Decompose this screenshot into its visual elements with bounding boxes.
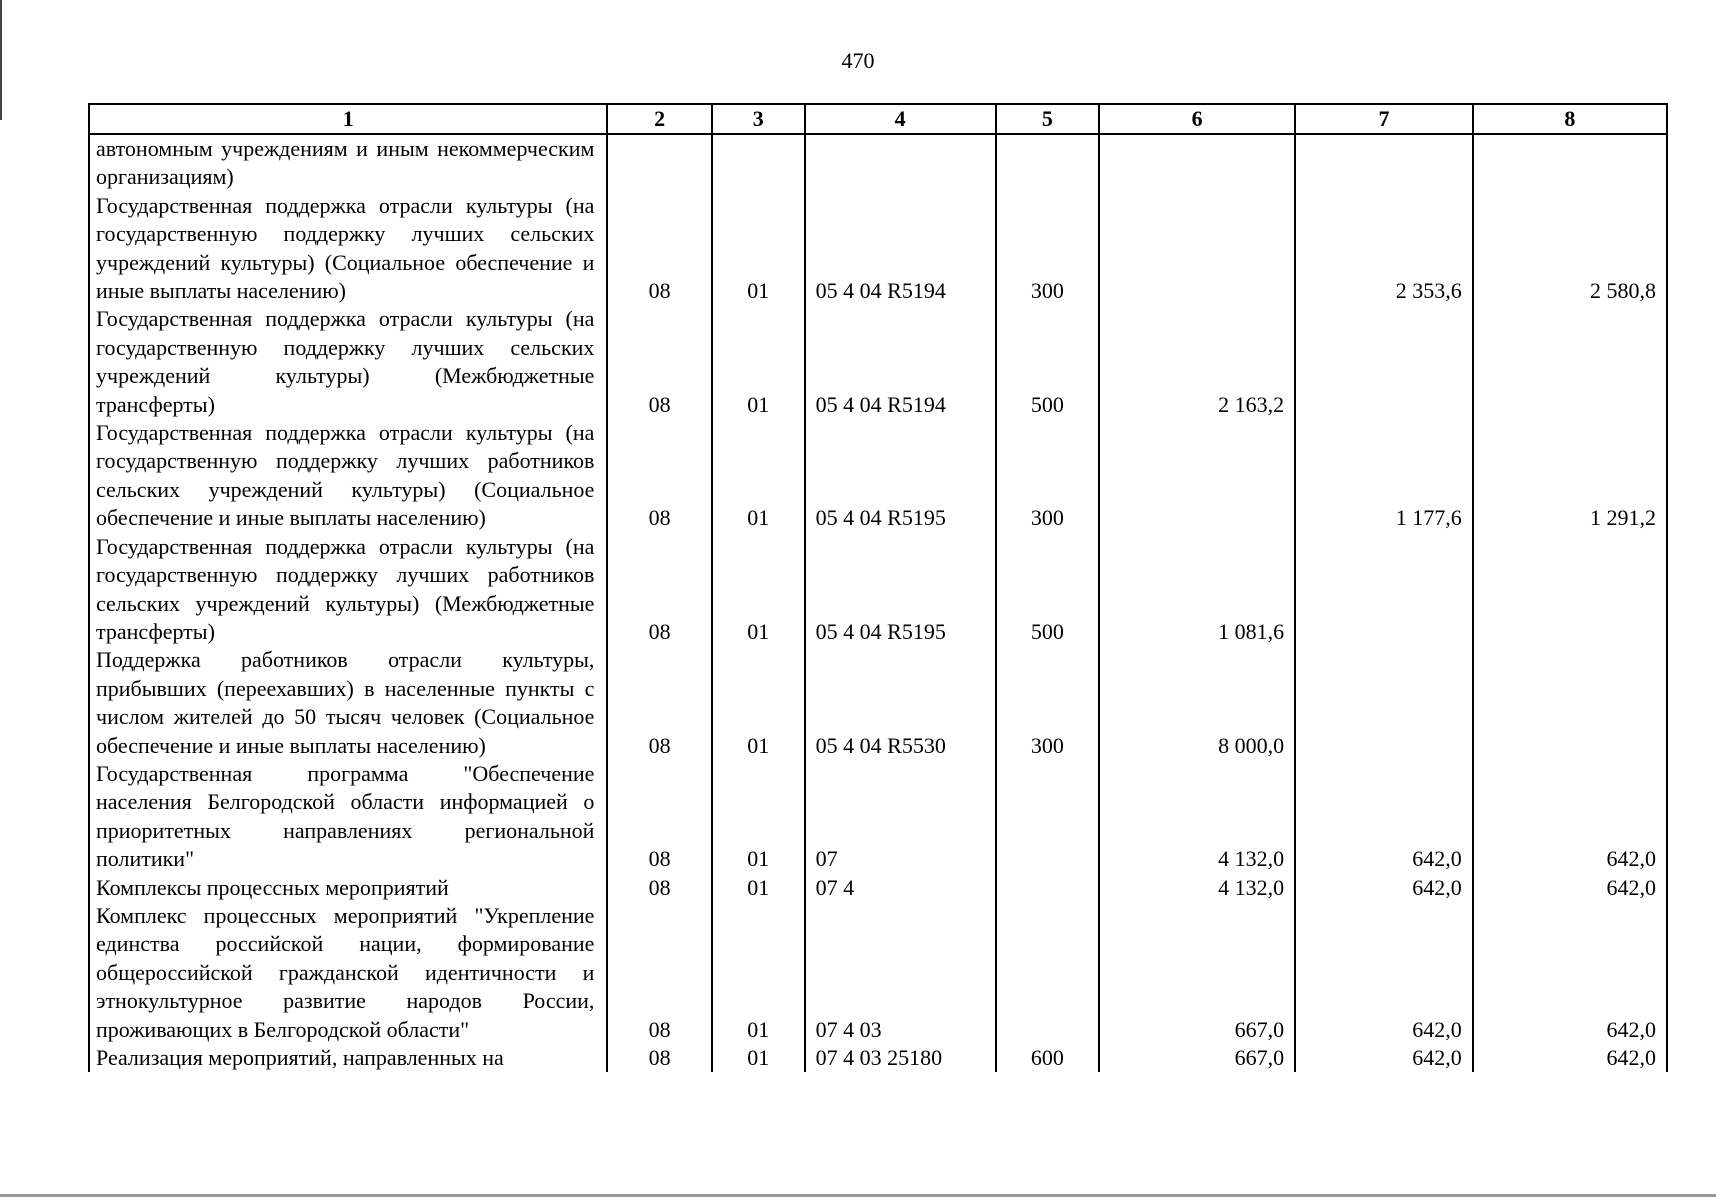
subsection-code bbox=[712, 134, 805, 192]
expense-type-code: 300 bbox=[996, 192, 1099, 306]
table-row bbox=[89, 760, 1667, 874]
amount-col7 bbox=[1295, 305, 1473, 419]
section-code: 08 bbox=[607, 646, 711, 760]
amount-col6: 667,0 bbox=[1099, 1044, 1295, 1072]
section-code: 08 bbox=[607, 1044, 711, 1072]
expense-type-code bbox=[996, 134, 1099, 192]
table-row bbox=[89, 134, 1667, 192]
target-article-code: 05 4 04 R5194 bbox=[805, 305, 996, 419]
amount-col8: 1 291,2 bbox=[1473, 419, 1667, 533]
subsection-code: 01 bbox=[712, 902, 805, 1044]
section-code: 08 bbox=[607, 902, 711, 1044]
section-code: 08 bbox=[607, 533, 711, 647]
subsection-code: 01 bbox=[712, 646, 805, 760]
expense-type-code: 600 bbox=[996, 1044, 1099, 1072]
amount-col6: 667,0 bbox=[1099, 902, 1295, 1044]
subsection-code: 01 bbox=[712, 760, 805, 874]
subsection-code: 01 bbox=[712, 1044, 805, 1072]
expense-type-code bbox=[996, 874, 1099, 902]
column-header: 3 bbox=[712, 104, 805, 134]
amount-col7 bbox=[1295, 646, 1473, 760]
table-row bbox=[89, 1044, 1667, 1072]
amount-col6 bbox=[1099, 134, 1295, 192]
amount-col8: 2 580,8 bbox=[1473, 192, 1667, 306]
target-article-code: 07 4 03 25180 bbox=[805, 1044, 996, 1072]
subsection-code: 01 bbox=[712, 305, 805, 419]
row-description: Государственная поддержка отрасли культуры (на государственную поддержку лучших работников сельских учреждений культуры) (Межбюджетные трансферты) bbox=[89, 533, 607, 647]
amount-col8: 642,0 bbox=[1473, 760, 1667, 874]
amount-col7: 642,0 bbox=[1295, 760, 1473, 874]
target-article-code: 07 bbox=[805, 760, 996, 874]
target-article-code: 05 4 04 R5195 bbox=[805, 533, 996, 647]
target-article-code: 05 4 04 R5195 bbox=[805, 419, 996, 533]
amount-col7: 2 353,6 bbox=[1295, 192, 1473, 306]
expense-type-code bbox=[996, 760, 1099, 874]
row-description: Государственная поддержка отрасли культуры (на государственную поддержку лучших сельских учреждений культуры) (Межбюджетные трансферты) bbox=[89, 305, 607, 419]
budget-table bbox=[88, 103, 1668, 1072]
subsection-code: 01 bbox=[712, 874, 805, 902]
amount-col6 bbox=[1099, 192, 1295, 306]
amount-col6: 8 000,0 bbox=[1099, 646, 1295, 760]
row-description: Государственная поддержка отрасли культуры (на государственную поддержку лучших сельских учреждений культуры) (Социальное обеспечение и иные выплаты населению) bbox=[89, 192, 607, 306]
row-description: Государственная поддержка отрасли культуры (на государственную поддержку лучших работников сельских учреждений культуры) (Социальное обеспечение и иные выплаты населению) bbox=[89, 419, 607, 533]
section-code: 08 bbox=[607, 419, 711, 533]
section-code: 08 bbox=[607, 874, 711, 902]
amount-col8 bbox=[1473, 646, 1667, 760]
target-article-code bbox=[805, 134, 996, 192]
amount-col7: 1 177,6 bbox=[1295, 419, 1473, 533]
table-row bbox=[89, 902, 1667, 1044]
section-code: 08 bbox=[607, 305, 711, 419]
amount-col8: 642,0 bbox=[1473, 874, 1667, 902]
amount-col8: 642,0 bbox=[1473, 1044, 1667, 1072]
column-header: 7 bbox=[1295, 104, 1473, 134]
target-article-code: 05 4 04 R5194 bbox=[805, 192, 996, 306]
amount-col7: 642,0 bbox=[1295, 902, 1473, 1044]
target-article-code: 07 4 03 bbox=[805, 902, 996, 1044]
expense-type-code bbox=[996, 902, 1099, 1044]
row-description: Комплексы процессных мероприятий bbox=[89, 874, 607, 902]
expense-type-code: 500 bbox=[996, 305, 1099, 419]
amount-col6: 4 132,0 bbox=[1099, 760, 1295, 874]
header-row bbox=[89, 104, 1667, 134]
target-article-code: 05 4 04 R5530 bbox=[805, 646, 996, 760]
amount-col6 bbox=[1099, 419, 1295, 533]
column-header: 6 bbox=[1099, 104, 1295, 134]
expense-type-code: 300 bbox=[996, 646, 1099, 760]
row-description: Реализация мероприятий, направленных на bbox=[89, 1044, 607, 1072]
column-header: 8 bbox=[1473, 104, 1667, 134]
amount-col7: 642,0 bbox=[1295, 874, 1473, 902]
row-description: автономным учреждениям и иным некоммерческим организациям) bbox=[89, 134, 607, 192]
amount-col7 bbox=[1295, 134, 1473, 192]
table-row bbox=[89, 419, 1667, 533]
target-article-code: 07 4 bbox=[805, 874, 996, 902]
subsection-code: 01 bbox=[712, 419, 805, 533]
row-description: Государственная программа "Обеспечение населения Белгородской области информацией о приоритетных направлениях региональной политики" bbox=[89, 760, 607, 874]
subsection-code: 01 bbox=[712, 533, 805, 647]
column-header: 1 bbox=[89, 104, 607, 134]
amount-col8 bbox=[1473, 305, 1667, 419]
column-header: 2 bbox=[607, 104, 711, 134]
table-row bbox=[89, 305, 1667, 419]
amount-col6: 1 081,6 bbox=[1099, 533, 1295, 647]
section-code bbox=[607, 134, 711, 192]
amount-col6: 2 163,2 bbox=[1099, 305, 1295, 419]
table-row bbox=[89, 646, 1667, 760]
subsection-code: 01 bbox=[712, 192, 805, 306]
table-row bbox=[89, 192, 1667, 306]
page-number: 470 bbox=[841, 48, 875, 73]
row-description: Комплекс процессных мероприятий "Укрепление единства российской нации, формирование общероссийской гражданской идентичности и этнокультурное развитие народов России, проживающих в Белгородской области" bbox=[89, 902, 607, 1044]
section-code: 08 bbox=[607, 760, 711, 874]
amount-col6: 4 132,0 bbox=[1099, 874, 1295, 902]
amount-col7: 642,0 bbox=[1295, 1044, 1473, 1072]
amount-col8 bbox=[1473, 134, 1667, 192]
expense-type-code: 500 bbox=[996, 533, 1099, 647]
scan-bottom-edge bbox=[0, 1194, 1716, 1197]
table-row bbox=[89, 874, 1667, 902]
row-description: Поддержка работников отрасли культуры, прибывших (переехавших) в населенные пункты с числом жителей до 50 тысяч человек (Социальное обеспечение и иные выплаты населению) bbox=[89, 646, 607, 760]
table-row bbox=[89, 533, 1667, 647]
amount-col8 bbox=[1473, 533, 1667, 647]
expense-type-code: 300 bbox=[996, 419, 1099, 533]
amount-col8: 642,0 bbox=[1473, 902, 1667, 1044]
section-code: 08 bbox=[607, 192, 711, 306]
column-header: 5 bbox=[996, 104, 1099, 134]
column-header: 4 bbox=[805, 104, 996, 134]
amount-col7 bbox=[1295, 533, 1473, 647]
